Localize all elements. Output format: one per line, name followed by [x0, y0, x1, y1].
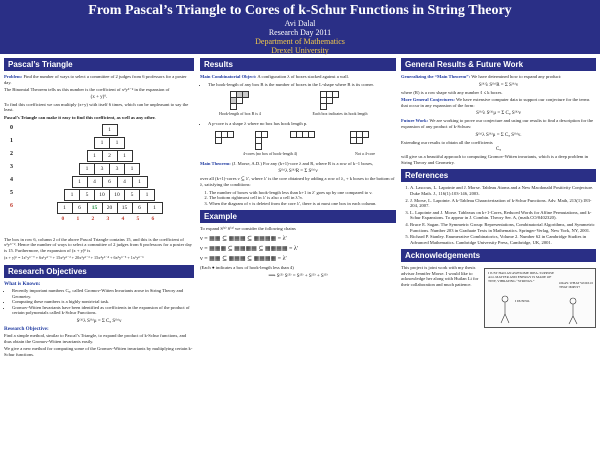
example-chain-3: ν = ▦▦ ⊆ ▦▦▦ ⊆ ▦▦▦▦ = λ′: [200, 255, 287, 262]
acknowledgements-text: This project is joint work with my thesis advisor Jennifer Morse. I would like to acknowledge her along with Huilan Li for their collaboration and much patience.: [401, 265, 479, 288]
triangle-cell: 4: [87, 176, 103, 188]
generalizing-label: Generalizing the “Main Theorem”:: [401, 74, 471, 79]
stick-figures-icon: [485, 269, 595, 327]
triangle-cell: 1: [102, 124, 118, 136]
section-heading-references: References: [401, 169, 596, 182]
pascal-triangle: [4, 124, 194, 234]
binomial-text: The Binomial Theorem tells us this number is the coefficient of x²y⁶⁻² in the expansion of: [4, 87, 170, 93]
main-theorem-text: (J. Morse, A.D.) For any (k+1)-core λ and R, where R is a row of k−1 boxes,: [232, 160, 374, 166]
triangle-cell: 1: [124, 163, 140, 175]
objective-text-2: We give a new method for computing some of the Gromov-Witten invariants by multiplying certain k-Schur functions.: [4, 346, 193, 357]
main-theorem-equation: S⁽ᵏ⁾λ S⁽ᵏ⁾R = Σ S⁽ᵏ⁾ν: [278, 169, 318, 175]
column-label: 0: [61, 215, 65, 222]
list-item: 2. J. Morse, L. Lapointe. A k-Tableau Characterization of k-Schur Functions. Adv. Math, 213(1):183-204, 2007.: [410, 198, 596, 209]
references-list: [401, 185, 596, 245]
triangle-cell: 2: [102, 150, 118, 162]
row-label: 3: [10, 163, 13, 170]
section-heading-results: Results: [200, 58, 396, 71]
chain-label: ν =: [200, 245, 208, 252]
row-label: 6: [10, 202, 13, 209]
list-item: 3. When the diagram of ν is deleted from the core λ′, there is at most one box in each column.: [209, 201, 396, 207]
core-caption-1: 4-cores (no box of hook-length 4): [242, 150, 298, 156]
triangle-cell: 5: [79, 189, 95, 201]
poster-university: Drexel University: [271, 46, 329, 55]
main-object-text: A configuration λ of boxes stacked against a wall.: [257, 74, 349, 79]
main-theorem-over: over all (k+1)-cores ν ⊆ λ′, where λ′ is the core obtained by adding a row of λ₁ + k boxes to the bottom of λ, satisfying the conditions:: [200, 176, 395, 187]
list-item: • The hook-length of any box B is the number of boxes in the L-shape where B is its corner.: [208, 82, 396, 88]
triangle-cell: 3: [94, 163, 110, 175]
row-label: 4: [10, 176, 13, 183]
row-label: 2: [10, 150, 13, 157]
row-label: 0: [10, 124, 13, 131]
list-item: • A p-core is a shape λ where no box has hook length p.: [208, 121, 396, 127]
section-heading-pascal: Pascal’s Triangle: [4, 58, 194, 71]
find-coefficient-text: To find this coefficient we can multiply (x+y) with itself 6 times, which can be unpleasant to say the least.: [4, 101, 189, 113]
triangle-cell: 1: [132, 176, 148, 188]
row-label: 5: [10, 189, 13, 196]
example-final-equation: ⟹ S⁽³⁾ S⁽³⁾ = S⁽³⁾ + S⁽³⁾ + S⁽³⁾: [268, 273, 328, 279]
hook-caption-1: Hook-length of box B is 4: [219, 111, 261, 117]
poster-department: Department of Mathematics: [255, 37, 345, 46]
extending-equation: Cᵩ: [495, 147, 501, 153]
hook-list: [200, 82, 396, 88]
main-theorem-label: Main Theorem:: [200, 160, 231, 166]
triangle-cell: 4: [117, 176, 133, 188]
extending-text-2: will give us a beautiful approach to computing Gromov-Witten invariants, which is a deep problem in String Theory and Geometry.: [401, 154, 589, 165]
column-middle: [200, 58, 396, 281]
list-item: 3. L. Lapointe and J. Morse. Tableaux on k+1-Cores, Reduced Words for Affine Permutations, and k-Schur Expansions. To appear in J. Combin. Theory Ser. A, (math.CO/0402320).: [410, 210, 596, 221]
column-right: [401, 58, 596, 328]
section-heading-objectives: Research Objectives: [4, 265, 194, 278]
list-item: 1. A. Lascoux, L. Lapointe and J. Morse. Tableau Atoms and a New Macdonald Positivity Conjecture. Duke Math. J., 116(1):103-146, 2003.: [410, 185, 596, 196]
triangle-cell: 6: [102, 176, 118, 188]
future-work-label: Future Work:: [401, 118, 429, 124]
main-theorem-paragraph: [200, 161, 396, 167]
triangle-cell: 10: [109, 189, 125, 201]
core-list: [200, 121, 396, 127]
known-equation: S⁽ᵏ⁾λ S⁽ᵏ⁾μ = Σ Cᵩ S⁽ᵏ⁾ν: [76, 318, 122, 324]
example-legend: (Each ● indicates a box of hook-length less than 4): [200, 264, 294, 270]
column-label: 6: [151, 215, 155, 222]
conjecture-paragraph: [401, 97, 596, 108]
row-label: 1: [10, 137, 13, 144]
comic-image: [484, 268, 596, 328]
main-object-paragraph: [200, 74, 396, 80]
list-item: • Computing these numbers is a highly nontrivial task.: [12, 299, 194, 305]
hook-caption-2: Each box indicates its hook length: [312, 111, 368, 117]
triangle-cell: 15: [87, 202, 103, 214]
column-label: 1: [76, 215, 80, 222]
triangle-cell: 1: [79, 163, 95, 175]
example-intro: To expand S⁽³⁾ S⁽³⁾ we consider the following chains: [200, 226, 296, 232]
column-left: [4, 58, 194, 359]
conjecture-equation: S⁽ᵏ⁾λ S⁽ᵏ⁾μ = Σ Cᵩ S⁽ᵏ⁾ν: [476, 111, 521, 117]
binomial-equation: (x + y)⁶.: [90, 94, 108, 100]
expansion-equation: (x + y)⁶ = 1x⁰y⁶⁻⁰ + 6x¹y⁶⁻¹ + 15x²y⁶⁻² + 20x³y⁶⁻³ + 15x⁴y⁶⁻⁴ + 6x⁵y⁶⁻⁵ + 1x⁶y⁶⁻⁶: [4, 255, 144, 261]
generalizing-equation: S⁽ᵏ⁾λ S⁽ᵏ⁾R = Σ S⁽ᵏ⁾ν: [478, 82, 519, 88]
poster-event: Research Day 2011: [268, 28, 332, 37]
triangle-cell: 20: [102, 202, 118, 214]
list-item: 1. The number of boxes with hook-length less than k+1 in λ′ goes up by one compared to ν.: [209, 190, 396, 196]
poster-title: From Pascal’s Triangle to Cores of k-Schur Functions in String Theory: [88, 3, 512, 18]
list-item: • Recently important numbers Cᵩ, called Gromov-Witten Invariants arose in String Theory and Geometry.: [12, 288, 194, 299]
future-work-text: We are working to prove our conjecture and using our results to find a description for the expansion of any product of k-Schurs:: [401, 118, 594, 129]
conditions-list: [200, 190, 396, 207]
chain-label: ν =: [200, 255, 208, 262]
triangle-cell: 1: [87, 150, 103, 162]
triangle-cell: 6: [132, 202, 148, 214]
triangle-cell: 3: [109, 163, 125, 175]
triangle-cell: 10: [94, 189, 110, 201]
section-heading-acknowledgements: Acknowledgements: [401, 249, 596, 262]
triangle-cell: 5: [124, 189, 140, 201]
triangle-cell: 1: [94, 137, 110, 149]
generalizing-text: We have determined how to expand any product:: [471, 74, 562, 79]
list-item: 5. Richard P. Stanley. Enumerative Combinatorics, Volume 2. Number 62 in Cambridge Studies in Advanced Mathematics. Cambridge University Press, Cambridge, UK, 2001.: [410, 234, 596, 245]
future-work-paragraph: [401, 118, 596, 129]
triangle-cell: 1: [57, 202, 73, 214]
core-caption-2: Not a 4-core: [355, 150, 375, 156]
list-item: 4. Bruce E. Sagan. The Symmetric Group: Representations, Combinatorial Algorithms, and Symmetric Functions. Number 203 in Graduate Texts in Mathematics. Springer-Verlag, New York, NY, 2001.: [410, 222, 596, 233]
generalizing-paragraph: [401, 74, 596, 80]
section-heading-general: General Results & Future Work: [401, 58, 596, 71]
comic-speech-1: I JUST HAD AN AWESOME IDEA. SUPPOSE ALL MATTER AND ENERGY IS MADE OF TINY, VIBRATING “STRINGS.”: [488, 271, 555, 284]
triangle-cell: 1: [64, 189, 80, 201]
triangle-cell: 6: [72, 202, 88, 214]
known-list: [4, 288, 194, 316]
list-item: 2. The bottom rightmost cell in λ′ is also a cell in λ′/ν.: [209, 195, 396, 201]
problem-text: Find the number of ways to select a committee of 2 judges from 6 professors for a poster day.: [4, 74, 187, 85]
column-label: 3: [106, 215, 110, 222]
conjecture-text: We have extensive computer data to support our conjecture for the terms that occur in any expansion of the form:: [401, 97, 590, 108]
triangle-cell: 15: [117, 202, 133, 214]
column-label: 4: [121, 215, 125, 222]
problem-label: Problem:: [4, 74, 23, 79]
acknowledgements-body: [401, 265, 596, 328]
section-heading-example: Example: [200, 210, 396, 223]
generalizing-where: where (R) is a row shape with any number ℓ ≤ k boxes.: [401, 89, 503, 95]
poster-header: [0, 0, 600, 54]
problem-paragraph: [4, 74, 194, 85]
hook-diagram: [200, 89, 396, 119]
known-label: What is Known:: [4, 280, 41, 287]
column-label: 2: [91, 215, 95, 222]
extending-text: Extending our results to obtain all the coefficients: [401, 139, 493, 145]
comic-speech-2: OKAY. WHAT WOULD THAT IMPLY?: [559, 281, 593, 290]
triangle-cell: 1: [139, 189, 155, 201]
example-chain-2: ν = ▦▦▦ ⊆ ▦▦▦▦ ⊆ ▦▦▦▦ = λ′: [200, 245, 299, 252]
triangle-cell: 1: [117, 150, 133, 162]
triangle-cell: 1: [72, 176, 88, 188]
list-item: • Gromov-Witten Invariants have been identified as coefficients in the expansion of the product of certain polynomials called k-Schur Functions.: [12, 305, 194, 316]
objective-text-1: Find a simple method, similar to Pascal’s Triangle, to expand the product of k-Schur functions, and thus obtain the Gromov-Witten invariants easily.: [4, 332, 187, 344]
example-chain-1: ν = ▦▦ ⊆ ▦▦▦ ⊆ ▦▦▦▦ = λ′: [200, 235, 287, 242]
conjecture-label: More General Conjectures:: [401, 97, 455, 103]
future-work-equation: S⁽ᵏ⁾λ S⁽ᵏ⁾μ = Σ Cᵩ S⁽ᵏ⁾ν.: [475, 132, 522, 138]
triangle-cell: 1: [147, 202, 163, 214]
core-diagram: [200, 129, 396, 159]
main-object-label: Main Combinatorial Object:: [200, 74, 257, 79]
poster-author: Avi Dalal: [284, 19, 316, 28]
column-label: 5: [136, 215, 140, 222]
pascal-note: Pascal’s Triangle can make it easy to find this coefficient, as well as any other.: [4, 114, 156, 120]
chain-label: ν =: [200, 235, 208, 242]
triangle-cell: 1: [109, 137, 125, 149]
comic-speech-3: I DUNNO.: [515, 299, 531, 304]
box-explanation: The box in row 6, column 2 of the above Pascal Triangle contains 15, and this is the coefficient of x²y⁶⁻². Hence the number of ways to select a committee of 2 judges from 6 professors for a poster day is 15. Furthermore, the expansion of (x + y)⁶ is: [4, 236, 192, 253]
objective-label: Research Objective:: [4, 325, 49, 332]
